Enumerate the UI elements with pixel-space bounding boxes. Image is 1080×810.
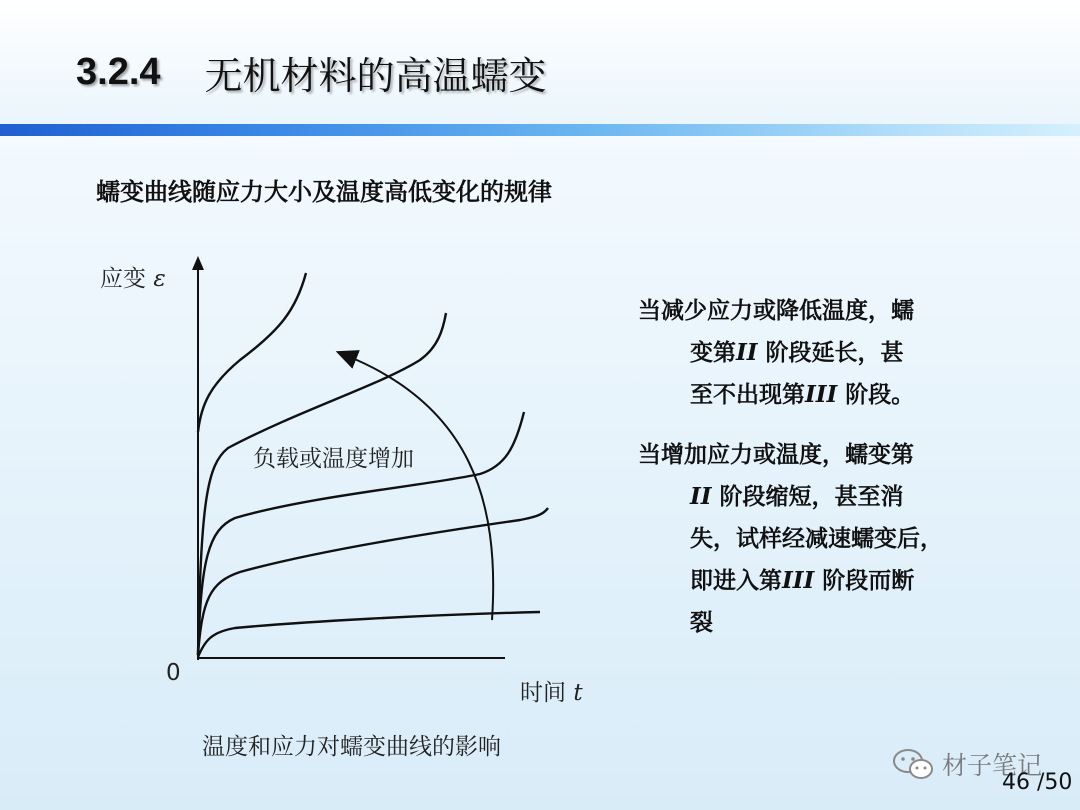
origin-label: 0 (166, 660, 181, 686)
curve-lowest (198, 612, 540, 657)
description-paragraph-2: 当增加应力或温度，蠕变第 II 阶段缩短，甚至消 失，试样经减速蠕变后， 即进入第III 阶段而断 裂 (638, 442, 943, 636)
diagram-caption: 温度和应力对蠕变曲线的影响 (202, 734, 501, 760)
description-paragraph-1: 当减少应力或降低温度，蠕 变第II 阶段延长，甚 至不出现第III 阶段。 (638, 298, 915, 408)
title-text: 无机材料的高温蠕变 (204, 53, 547, 98)
page-number: 46 /50 (1002, 770, 1073, 795)
curve-highest (198, 273, 306, 432)
y-axis-label: 应变 ε (100, 266, 166, 292)
arrow-annotation: 负载或温度增加 (253, 446, 414, 472)
title-number: 3.2.4 (76, 50, 161, 93)
curve-low (198, 508, 548, 655)
wechat-icon (892, 747, 936, 781)
slide-subtitle: 蠕变曲线随应力大小及温度高低变化的规律 (96, 178, 552, 206)
watermark-text: 材子笔记 (942, 751, 1043, 780)
description-text (638, 290, 1018, 662)
y-axis-arrowhead (192, 256, 204, 270)
load-increase-arrow (345, 355, 493, 620)
x-axis-label: 时间 t (520, 680, 583, 706)
time-symbol: t (573, 680, 583, 706)
strain-symbol: ε (153, 266, 166, 292)
